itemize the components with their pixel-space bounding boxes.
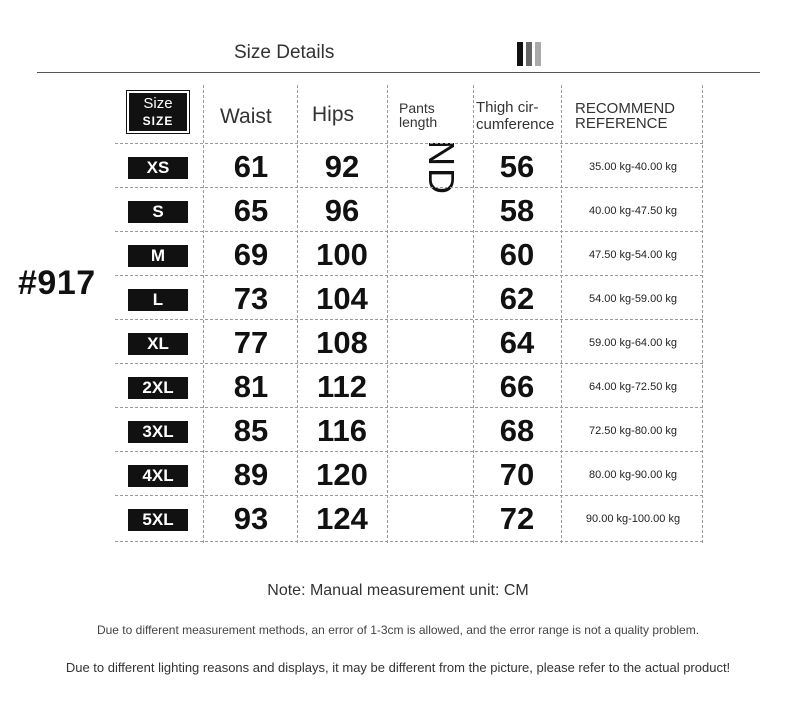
waist-value: 93 <box>233 501 269 536</box>
grid-line <box>115 187 703 188</box>
hips-value: 100 <box>316 237 368 272</box>
size-label: S <box>128 201 188 223</box>
pants-header-line2: length <box>399 114 438 130</box>
thigh-header-line2: cumference <box>476 116 555 133</box>
grid-line <box>115 319 703 320</box>
waist-value: 65 <box>233 193 269 228</box>
hips-value: 120 <box>316 457 368 492</box>
recommend-value: 40.00 kg-47.50 kg <box>588 205 678 217</box>
grid-line <box>115 143 703 144</box>
grid-line <box>115 495 703 496</box>
waist-value: 81 <box>233 369 269 404</box>
size-header-line2: SIZE <box>142 114 174 128</box>
product-code: #917 <box>18 264 96 302</box>
recommend-header-line2: REFERENCE <box>575 115 668 132</box>
hips-value: 112 <box>316 369 367 404</box>
pants-length-value: ND <box>421 140 462 196</box>
thigh-value: 60 <box>499 237 535 272</box>
grid-line <box>115 407 703 408</box>
recommend-value: 47.50 kg-54.00 kg <box>588 249 678 261</box>
recommend-value: 54.00 kg-59.00 kg <box>588 293 678 305</box>
header <box>0 0 796 80</box>
hips-value: 92 <box>324 149 360 184</box>
recommend-header <box>575 101 675 131</box>
waist-header: Waist <box>220 105 272 128</box>
measurement-note: Note: Manual measurement unit: CM <box>267 582 529 599</box>
thigh-value: 62 <box>499 281 535 316</box>
thigh-value: 66 <box>499 369 535 404</box>
hips-value: 96 <box>324 193 360 228</box>
size-header-line1: Size <box>143 95 173 112</box>
size-label: XS <box>128 157 188 179</box>
waist-value: 69 <box>233 237 269 272</box>
size-table <box>115 85 703 543</box>
color-disclaimer: Due to different lighting reasons and displays, it may be different from the picture, please refer to the actual product! <box>65 660 731 675</box>
thigh-value: 58 <box>499 193 535 228</box>
recommend-header-line1: RECOMMEND <box>575 100 675 117</box>
grid-line <box>387 85 388 543</box>
waist-value: 77 <box>233 325 269 360</box>
error-disclaimer: Due to different measurement methods, an error of 1-3cm is allowed, and the error range is not a quality problem. <box>96 623 700 637</box>
recommend-value: 64.00 kg-72.50 kg <box>588 381 678 393</box>
thigh-value: 70 <box>499 457 535 492</box>
thigh-header-line1: Thigh cir- <box>476 99 539 116</box>
recommend-value: 59.00 kg-64.00 kg <box>588 337 678 349</box>
waist-value: 61 <box>233 149 269 184</box>
hips-value: 116 <box>316 413 367 448</box>
hips-header: Hips <box>312 103 355 126</box>
recommend-value: 72.50 kg-80.00 kg <box>588 425 678 437</box>
thigh-header <box>476 99 554 133</box>
size-label: 3XL <box>128 421 188 443</box>
size-header <box>129 93 187 131</box>
grid-line <box>473 85 474 543</box>
waist-value: 89 <box>233 457 269 492</box>
thigh-value: 72 <box>499 501 535 536</box>
size-label: XL <box>128 333 188 355</box>
size-label: 4XL <box>128 465 188 487</box>
hips-value: 124 <box>316 501 368 536</box>
size-label: M <box>128 245 188 267</box>
pants-header-line1: Pants <box>399 100 435 116</box>
size-label: 2XL <box>128 377 188 399</box>
recommend-value: 90.00 kg-100.00 kg <box>585 513 681 525</box>
thigh-value: 56 <box>499 149 535 184</box>
hips-value: 104 <box>316 281 368 316</box>
recommend-value: 35.00 kg-40.00 kg <box>588 161 678 173</box>
recommend-value: 80.00 kg-90.00 kg <box>588 469 678 481</box>
header-divider <box>37 72 760 73</box>
grid-line <box>561 85 562 543</box>
grid-line <box>115 275 703 276</box>
thigh-value: 64 <box>499 325 535 360</box>
page-title: Size Details <box>234 42 335 63</box>
grid-line <box>203 85 204 543</box>
hips-value: 108 <box>316 325 368 360</box>
grid-line <box>115 451 703 452</box>
size-label: L <box>128 289 188 311</box>
grid-line <box>115 541 703 542</box>
thigh-value: 68 <box>499 413 535 448</box>
size-label: 5XL <box>128 509 188 531</box>
waist-value: 85 <box>233 413 269 448</box>
stripes-icon <box>517 42 549 66</box>
waist-value: 73 <box>233 281 269 316</box>
grid-line <box>115 231 703 232</box>
grid-line <box>115 363 703 364</box>
pants-length-header <box>399 101 437 129</box>
